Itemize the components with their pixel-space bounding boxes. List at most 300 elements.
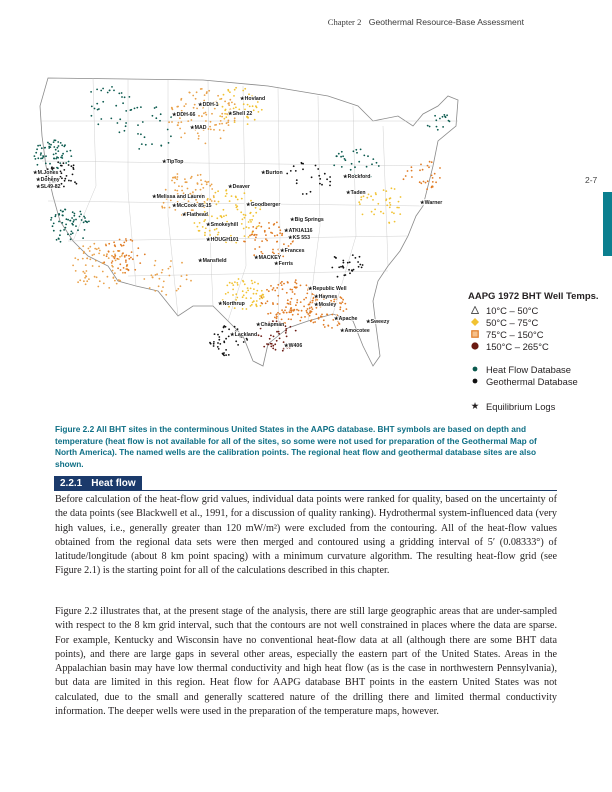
bht-site-dot — [226, 193, 228, 195]
legend-item-10-50 — [468, 304, 608, 316]
bht-site-dot — [218, 201, 220, 203]
well-label: ★Melissa and Lauren — [152, 194, 205, 200]
section-heading — [54, 476, 142, 491]
bht-site-dot — [264, 231, 266, 233]
bht-site-dot — [111, 262, 113, 264]
bht-site-dot — [236, 297, 238, 299]
bht-site-dot — [136, 107, 138, 109]
bht-site-dot — [319, 178, 321, 180]
bht-site-dot — [143, 278, 145, 280]
bht-site-dot — [176, 190, 178, 192]
bht-site-dot — [124, 96, 126, 98]
bht-site-dot — [232, 294, 234, 296]
bht-site-dot — [84, 217, 86, 219]
bht-site-dot — [255, 227, 257, 229]
bht-site-dot — [106, 253, 108, 255]
bht-site-dot — [250, 221, 252, 223]
bht-site-dot — [242, 296, 244, 298]
bht-site-dot — [261, 290, 263, 292]
bht-site-dot — [374, 209, 376, 211]
bht-site-dot — [211, 184, 213, 186]
bht-site-dot — [235, 196, 237, 198]
bht-site-dot — [145, 144, 147, 146]
bht-site-dot — [326, 178, 328, 180]
bht-site-dot — [257, 283, 259, 285]
bht-site-dot — [340, 306, 342, 308]
bht-site-dot — [112, 260, 114, 262]
bht-site-dot — [323, 324, 325, 326]
bht-site-dot — [214, 124, 216, 126]
bht-site-dot — [373, 214, 375, 216]
bht-site-dot — [64, 144, 66, 146]
bht-site-dot — [293, 310, 295, 312]
bht-site-dot — [65, 162, 67, 164]
bht-site-dot — [122, 252, 124, 254]
bht-site-dot — [229, 200, 231, 202]
well-label: ★Chapman — [256, 322, 285, 328]
bht-site-dot — [258, 334, 260, 336]
bht-site-dot — [213, 341, 215, 343]
bht-site-dot — [180, 137, 182, 139]
bht-site-dot — [389, 198, 391, 200]
bht-site-dot — [265, 302, 267, 304]
bht-site-dot — [54, 216, 56, 218]
bht-site-dot — [61, 177, 63, 179]
bht-site-dot — [243, 341, 245, 343]
bht-site-dot — [250, 305, 252, 307]
bht-site-dot — [254, 248, 256, 250]
bht-site-dot — [88, 248, 90, 250]
bht-site-dot — [213, 196, 215, 198]
bht-site-dot — [371, 163, 373, 165]
bht-site-dot — [306, 312, 308, 314]
bht-site-dot — [45, 155, 47, 157]
bht-site-dot — [281, 319, 283, 321]
bht-site-dot — [201, 115, 203, 117]
bht-site-dot — [158, 285, 160, 287]
bht-site-dot — [423, 181, 425, 183]
bht-site-dot — [422, 169, 424, 171]
bht-site-dot — [383, 189, 385, 191]
bht-site-dot — [64, 178, 66, 180]
bht-site-dot — [285, 328, 287, 330]
bht-site-dot — [49, 163, 51, 165]
bht-site-dot — [355, 257, 357, 259]
bht-site-dot — [283, 243, 285, 245]
bht-site-dot — [296, 286, 298, 288]
bht-site-dot — [58, 145, 60, 147]
bht-site-dot — [313, 322, 315, 324]
bht-site-dot — [237, 209, 239, 211]
legend-label: 50°C – 75°C — [486, 316, 539, 328]
bht-site-dot — [125, 259, 127, 261]
bht-site-dot — [235, 293, 237, 295]
bht-site-dot — [294, 286, 296, 288]
bht-site-dot — [351, 163, 353, 165]
bht-site-dot — [326, 313, 328, 315]
bht-site-dot — [282, 256, 284, 258]
bht-site-dot — [279, 313, 281, 315]
bht-site-dot — [61, 183, 63, 185]
bht-site-dot — [139, 262, 141, 264]
bht-site-dot — [160, 145, 162, 147]
bht-site-dot — [232, 289, 234, 291]
bht-site-dot — [141, 143, 143, 145]
bht-site-dot — [225, 215, 227, 217]
bht-site-dot — [73, 219, 75, 221]
bht-site-dot — [237, 344, 239, 346]
bht-site-dot — [108, 251, 110, 253]
well-label: ★Haynes — [314, 294, 338, 300]
bht-site-dot — [67, 219, 69, 221]
bht-site-dot — [323, 319, 325, 321]
bht-site-dot — [50, 144, 52, 146]
bht-site-dot — [53, 223, 55, 225]
bht-site-dot — [285, 325, 287, 327]
bht-site-dot — [211, 188, 213, 190]
bht-site-dot — [228, 120, 230, 122]
bht-site-dot — [206, 183, 208, 185]
bht-site-dot — [333, 164, 335, 166]
bht-site-dot — [137, 133, 139, 135]
bht-site-dot — [63, 162, 65, 164]
bht-site-dot — [390, 204, 392, 206]
bht-site-dot — [199, 222, 201, 224]
bht-site-dot — [131, 251, 133, 253]
bht-site-dot — [340, 266, 342, 268]
bht-site-dot — [321, 314, 323, 316]
chapter-label: Chapter 2 — [327, 17, 362, 27]
bht-site-dot — [236, 282, 238, 284]
bht-site-dot — [290, 326, 292, 328]
bht-site-dot — [207, 198, 209, 200]
bht-site-dot — [225, 349, 227, 351]
bht-site-dot — [198, 138, 200, 140]
legend-item-75-150 — [468, 328, 608, 340]
bht-site-dot — [359, 256, 361, 258]
chapter-title: Geothermal Resource-Base Assessment — [368, 17, 524, 27]
bht-site-dot — [61, 165, 63, 167]
bht-site-dot — [167, 129, 169, 131]
bht-site-dot — [94, 276, 96, 278]
bht-site-dot — [268, 290, 270, 292]
bht-site-dot — [171, 180, 173, 182]
bht-site-dot — [76, 183, 78, 185]
bht-site-dot — [144, 254, 146, 256]
bht-site-dot — [169, 207, 171, 209]
bht-site-dot — [216, 204, 218, 206]
bht-site-dot — [427, 125, 429, 127]
section-number: 2.2.1 — [60, 478, 83, 489]
bht-site-dot — [66, 218, 68, 220]
bht-site-dot — [240, 211, 242, 213]
bht-site-dot — [228, 354, 230, 356]
bht-site-dot — [288, 318, 290, 320]
bht-site-dot — [252, 301, 254, 303]
bht-site-dot — [285, 306, 287, 308]
bht-site-dot — [229, 282, 231, 284]
bht-site-dot — [70, 150, 72, 152]
bht-site-dot — [60, 210, 62, 212]
bht-site-dot — [154, 290, 156, 292]
bht-site-dot — [191, 209, 193, 211]
bht-site-dot — [246, 339, 248, 341]
bht-site-dot — [224, 113, 226, 115]
bht-site-dot — [234, 89, 236, 91]
bht-site-dot — [61, 222, 63, 224]
bht-site-dot — [114, 280, 116, 282]
bht-site-dot — [277, 249, 279, 251]
bht-site-dot — [260, 251, 262, 253]
bht-site-dot — [245, 214, 247, 216]
bht-site-dot — [311, 176, 313, 178]
bht-site-dot — [419, 169, 421, 171]
bht-site-dot — [308, 304, 310, 306]
well-label: ★Burton — [261, 170, 283, 176]
bht-site-dot — [190, 280, 192, 282]
bht-site-dot — [274, 290, 276, 292]
bht-site-dot — [115, 105, 117, 107]
bht-site-dot — [96, 276, 98, 278]
bht-site-dot — [388, 222, 390, 224]
bht-site-dot — [276, 316, 278, 318]
bht-site-dot — [119, 263, 121, 265]
bht-site-dot — [220, 137, 222, 139]
legend-label: 75°C – 150°C — [486, 328, 544, 340]
bht-site-dot — [244, 241, 246, 243]
bht-site-dot — [70, 220, 72, 222]
bht-site-dot — [103, 254, 105, 256]
bht-site-dot — [204, 232, 206, 234]
bht-site-dot — [223, 94, 225, 96]
bht-site-dot — [231, 195, 233, 197]
bht-site-dot — [71, 231, 73, 233]
bht-site-dot — [97, 286, 99, 288]
bht-site-dot — [228, 124, 230, 126]
bht-site-dot — [102, 262, 104, 264]
bht-site-dot — [258, 225, 260, 227]
bht-site-dot — [155, 260, 157, 262]
bht-site-dot — [209, 185, 211, 187]
bht-site-dot — [256, 300, 258, 302]
bht-site-dot — [61, 144, 63, 146]
bht-site-dot — [227, 89, 229, 91]
bht-site-dot — [53, 157, 55, 159]
bht-site-dot — [171, 121, 173, 123]
bht-site-dot — [204, 219, 206, 221]
bht-site-dot — [112, 266, 114, 268]
bht-site-dot — [197, 174, 199, 176]
bht-site-dot — [237, 284, 239, 286]
bht-site-dot — [359, 203, 361, 205]
bht-site-dot — [318, 175, 320, 177]
bht-site-dot — [100, 118, 102, 120]
bht-site-dot — [200, 88, 202, 90]
bht-site-dot — [236, 207, 238, 209]
bht-site-dot — [174, 176, 176, 178]
bht-site-dot — [200, 174, 202, 176]
bht-site-dot — [53, 230, 55, 232]
bht-site-dot — [159, 120, 161, 122]
bht-site-dot — [286, 173, 288, 175]
bht-site-dot — [331, 314, 333, 316]
bht-site-dot — [53, 146, 55, 148]
bht-site-dot — [70, 238, 72, 240]
bht-site-dot — [118, 93, 120, 95]
bht-site-dot — [94, 108, 96, 110]
bht-site-dot — [273, 224, 275, 226]
bht-site-dot — [299, 320, 301, 322]
bht-site-dot — [107, 92, 109, 94]
bht-site-dot — [60, 171, 62, 173]
bht-site-dot — [62, 211, 64, 213]
bht-site-dot — [75, 219, 77, 221]
bht-site-dot — [204, 94, 206, 96]
bht-site-dot — [281, 309, 283, 311]
bht-site-dot — [312, 308, 314, 310]
bht-site-dot — [363, 155, 365, 157]
bht-site-dot — [219, 129, 221, 131]
bht-site-dot — [111, 86, 113, 88]
bht-site-dot — [52, 225, 54, 227]
bht-site-dot — [155, 117, 157, 119]
bht-site-dot — [394, 188, 396, 190]
bht-site-dot — [70, 233, 72, 235]
bht-site-dot — [192, 191, 194, 193]
bht-site-dot — [98, 253, 100, 255]
bht-site-dot — [386, 204, 388, 206]
bht-site-dot — [353, 150, 355, 152]
bht-site-dot — [290, 311, 292, 313]
bht-site-dot — [223, 130, 225, 132]
bht-site-dot — [367, 155, 369, 157]
bht-site-dot — [266, 343, 268, 345]
bht-site-dot — [164, 207, 166, 209]
bht-site-dot — [215, 192, 217, 194]
bht-site-dot — [37, 145, 39, 147]
bht-site-dot — [276, 234, 278, 236]
bht-site-dot — [48, 143, 50, 145]
well-label: ★Doheny — [36, 177, 60, 183]
bht-site-dot — [219, 123, 221, 125]
bht-site-dot — [201, 184, 203, 186]
bht-site-dot — [426, 188, 428, 190]
bht-site-dot — [41, 147, 43, 149]
bht-site-dot — [105, 245, 107, 247]
bht-site-dot — [117, 267, 119, 269]
bht-site-dot — [296, 302, 298, 304]
bht-site-dot — [278, 331, 280, 333]
well-label: ★Amocotee — [340, 328, 370, 334]
bht-site-dot — [83, 216, 85, 218]
bht-site-dot — [329, 176, 331, 178]
well-label: ★Taden — [346, 190, 366, 196]
bht-site-dot — [271, 232, 273, 234]
bht-site-dot — [243, 214, 245, 216]
bht-site-dot — [161, 290, 163, 292]
bht-site-dot — [96, 89, 98, 91]
bht-site-dot — [266, 240, 268, 242]
bht-site-dot — [256, 290, 258, 292]
well-label: ★Goodberger — [246, 202, 281, 208]
bht-site-dot — [246, 292, 248, 294]
bht-site-dot — [305, 297, 307, 299]
bht-site-dot — [253, 288, 255, 290]
bht-site-dot — [77, 229, 79, 231]
bht-site-dot — [134, 108, 136, 110]
bht-site-dot — [242, 218, 244, 220]
bht-site-dot — [266, 289, 268, 291]
bht-site-dot — [394, 221, 396, 223]
bht-site-dot — [311, 306, 313, 308]
bht-site-dot — [152, 115, 154, 117]
legend-label: Heat Flow Database — [486, 363, 571, 375]
bht-site-dot — [211, 113, 213, 115]
bht-site-dot — [50, 219, 52, 221]
bht-site-dot — [272, 289, 274, 291]
well-label: ★Sweezy — [366, 319, 390, 325]
bht-site-dot — [385, 190, 387, 192]
bht-site-dot — [344, 303, 346, 305]
bht-site-dot — [183, 105, 185, 107]
bht-site-dot — [103, 283, 105, 285]
bht-site-dot — [88, 278, 90, 280]
bht-site-dot — [188, 92, 190, 94]
bht-site-dot — [53, 139, 55, 141]
well-label: ★MACKEY — [254, 255, 282, 261]
bht-site-dot — [218, 348, 220, 350]
bht-site-dot — [360, 149, 362, 151]
map-figure — [28, 66, 468, 420]
bht-site-dot — [431, 161, 433, 163]
bht-site-dot — [435, 119, 437, 121]
bht-site-dot — [304, 316, 306, 318]
bht-site-dot — [327, 325, 329, 327]
bht-site-dot — [352, 254, 354, 256]
bht-site-dot — [78, 248, 80, 250]
bht-site-dot — [185, 103, 187, 105]
bht-site-dot — [235, 204, 237, 206]
bht-site-dot — [324, 173, 326, 175]
bht-site-dot — [191, 176, 193, 178]
bht-site-dot — [434, 173, 436, 175]
bht-site-dot — [420, 182, 422, 184]
bht-site-dot — [349, 272, 351, 274]
bht-site-dot — [174, 189, 176, 191]
bht-site-dot — [286, 292, 288, 294]
bht-site-dot — [178, 122, 180, 124]
bht-site-dot — [45, 163, 47, 165]
well-label: ★Smokeyhill — [206, 222, 239, 228]
bht-site-dot — [407, 170, 409, 172]
bht-site-dot — [256, 305, 258, 307]
bht-site-dot — [261, 297, 263, 299]
bht-site-dot — [186, 279, 188, 281]
paragraph-1 — [55, 493, 557, 579]
bht-site-dot — [227, 121, 229, 123]
bht-site-dot — [170, 135, 172, 137]
well-label: ★Warner — [420, 200, 443, 206]
bht-site-dot — [303, 306, 305, 308]
bht-site-dot — [342, 155, 344, 157]
bht-site-dot — [91, 106, 93, 108]
bht-site-dot — [165, 294, 167, 296]
bht-site-dot — [231, 102, 233, 104]
bht-site-dot — [295, 170, 297, 172]
bht-site-dot — [184, 132, 186, 134]
bht-site-dot — [343, 274, 345, 276]
bht-site-dot — [278, 333, 280, 335]
